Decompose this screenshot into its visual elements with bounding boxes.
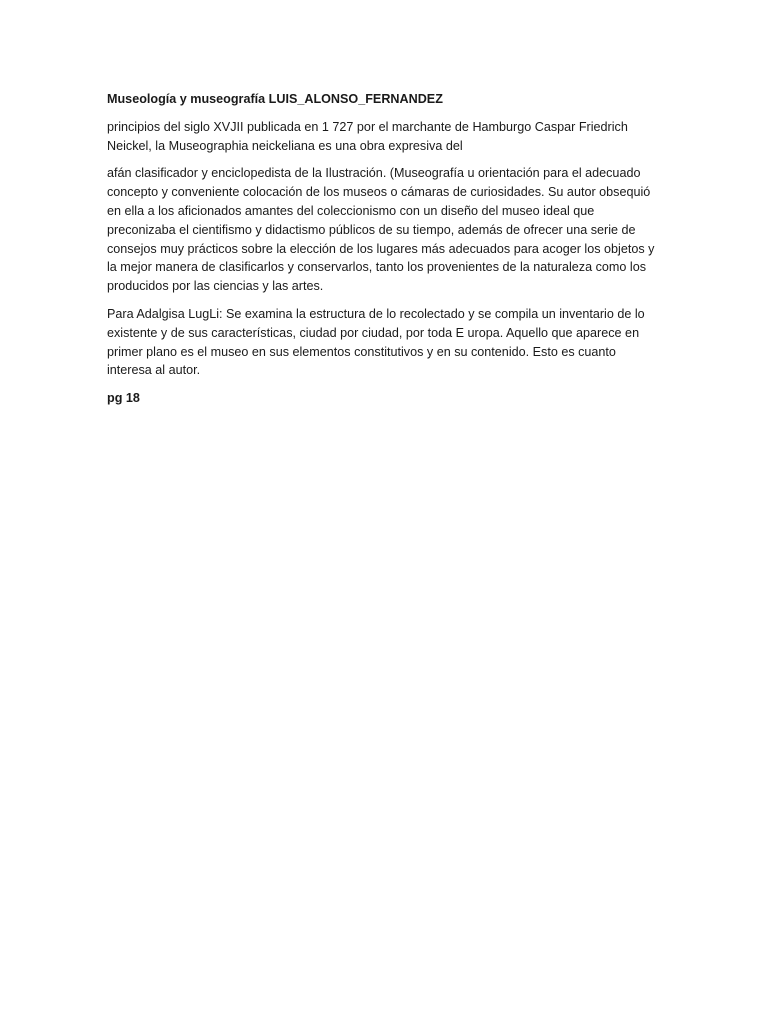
document-title: Museología y museografía LUIS_ALONSO_FERNANDEZ — [107, 92, 443, 106]
page-reference: pg 18 — [107, 391, 140, 406]
paragraph-lugli: Para Adalgisa LugLi: Se examina la estructura de lo recolectado y se compila un inventario de lo existente y de sus características, ciudad por ciudad, por toda E uropa. Aquello que aparece en primer plano es el museo en sus elementos constitutivos y en su contenido. Esto es cuanto interesa al autor. — [107, 306, 645, 378]
paragraph-intro: principios del siglo XVJII publicada en 1 727 por el marchante de Hamburgo Caspar Friedrich Neickel, la Museographia neickeliana es una obra expresiva del — [107, 119, 628, 153]
document-body — [107, 90, 663, 408]
paragraph-ilustracion: afán clasificador y enciclopedista de la Ilustración. (Museografía u orientación para el adecuado concepto y conveniente colocación de los museos o cámaras de curiosidades. Su autor obsequió en ella a los aficionados amantes del coleccionismo con un diseño del museo ideal que preconizaba el cientifismo y didactismo públicos de su tiempo, además de ofrecer una serie de consejos muy prácticos sobre la elección de los lugares más adecuados para acoger los objetos y la mejor manera de clasificarlos y conservarlos, tanto los provenientes de la naturaleza como los producidos por las ciencias y las artes. — [107, 166, 655, 294]
